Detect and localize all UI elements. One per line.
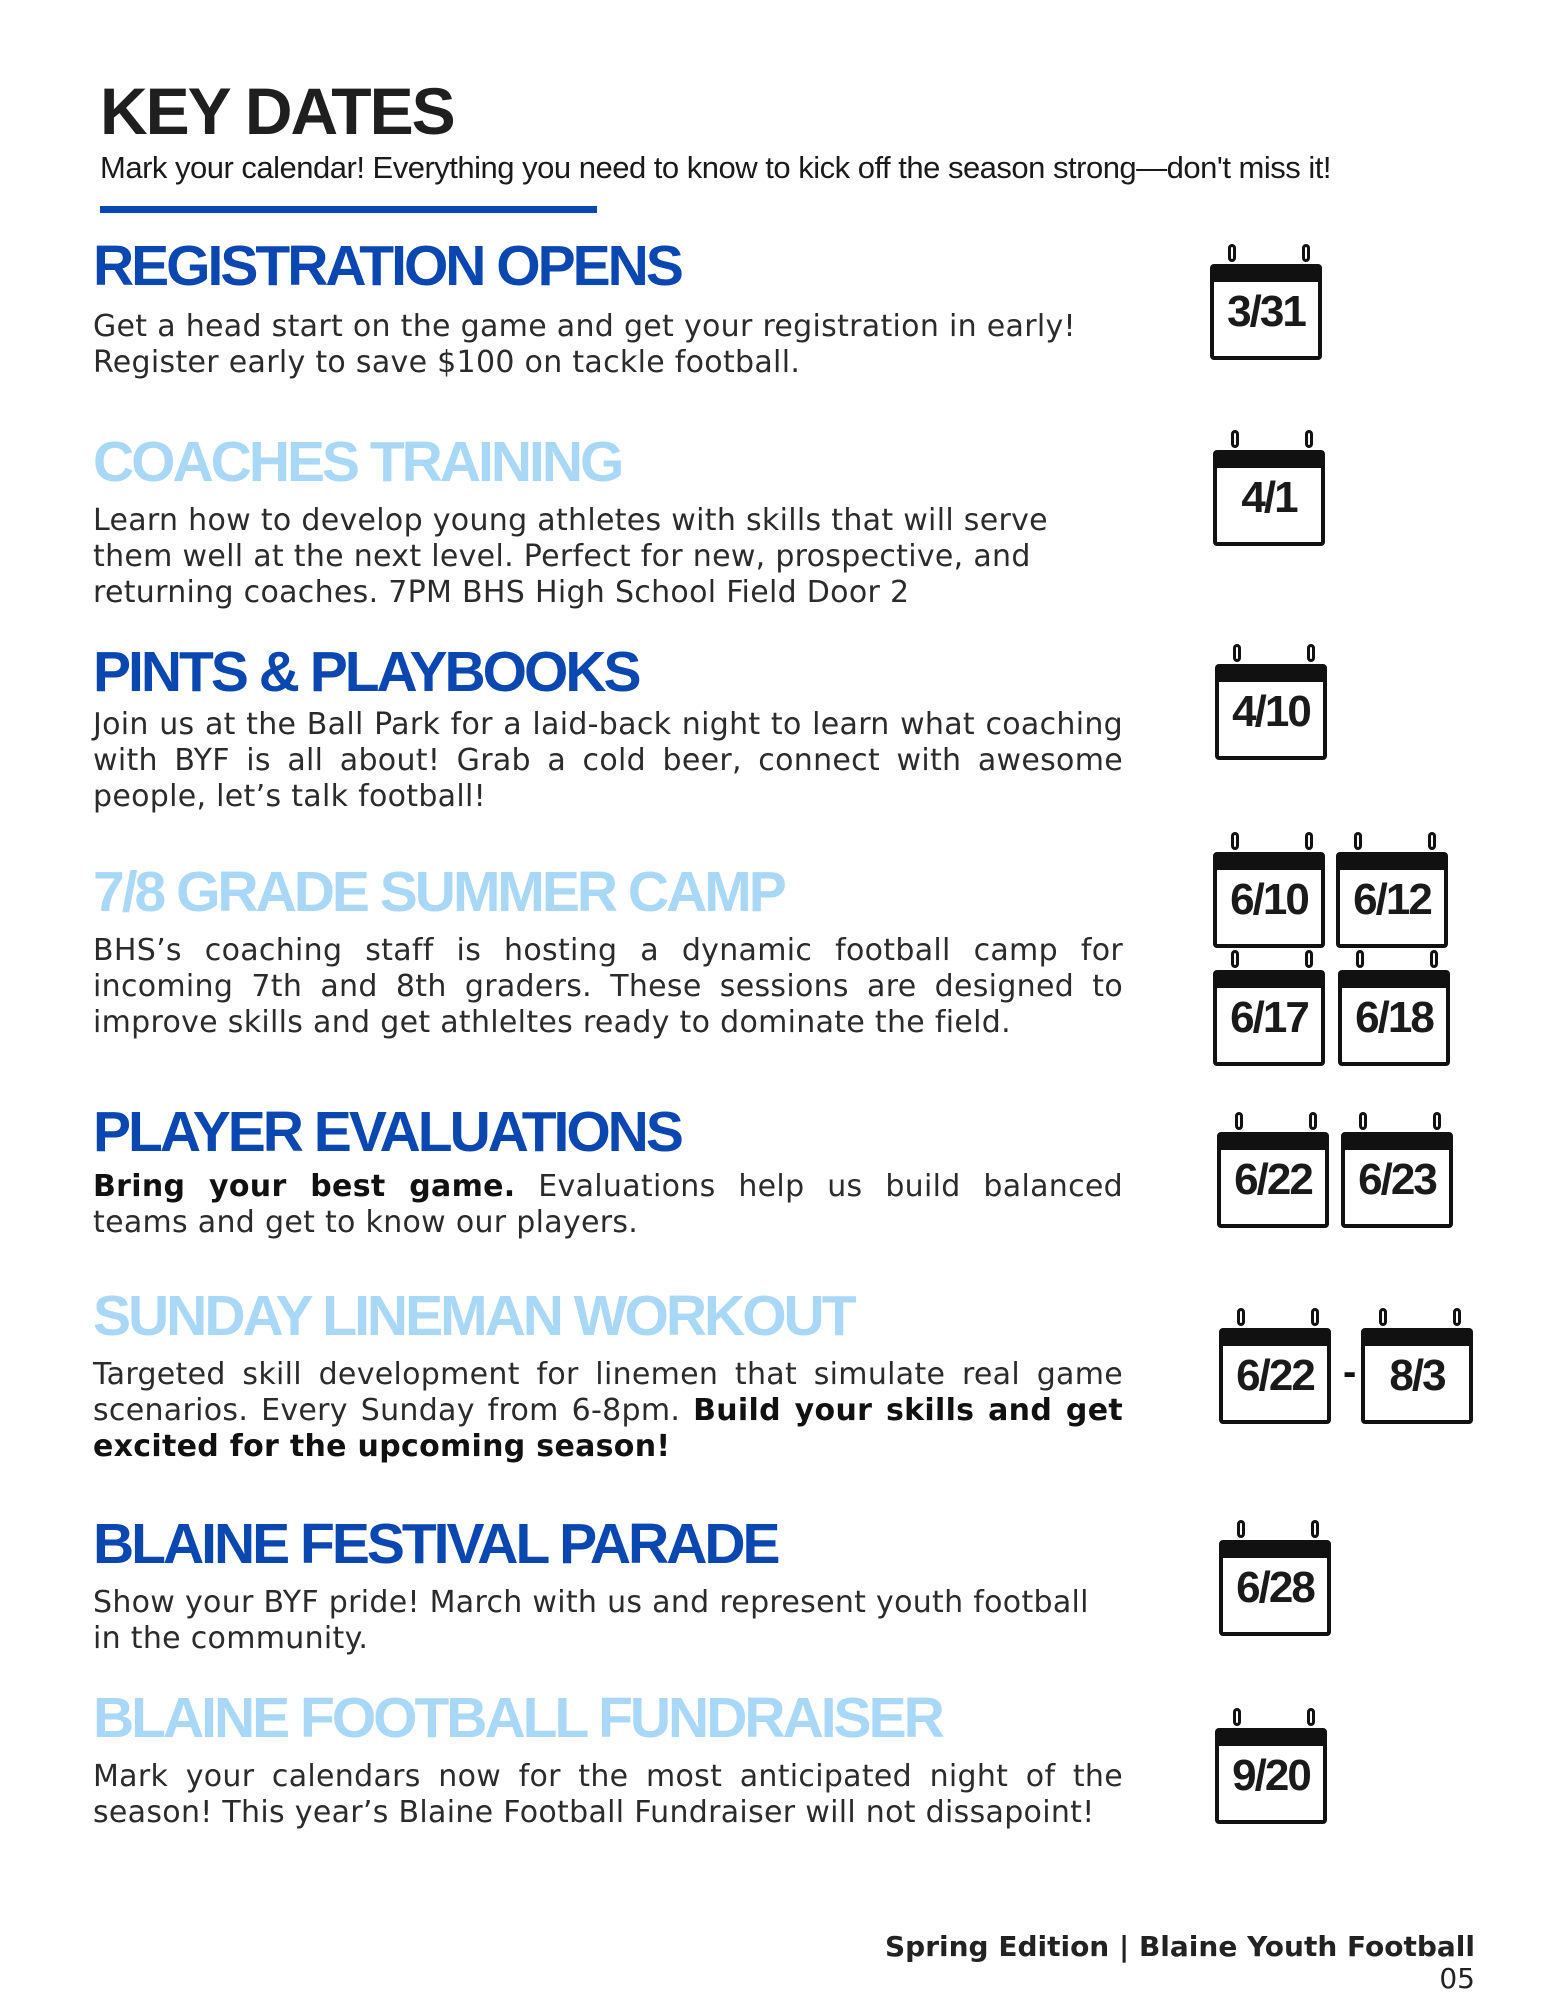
event-date: 6/23	[1358, 1155, 1436, 1204]
calendar-icon	[1338, 960, 1456, 1060]
event-description: Show your BYF pride! March with us and represent youth football in the community.	[93, 1585, 1089, 1656]
event-date: 6/22	[1234, 1155, 1312, 1204]
calendar-icon	[1215, 1718, 1333, 1818]
calendar-icon	[1213, 440, 1331, 540]
footer-text: Spring Edition | Blaine Youth Football	[884, 1930, 1475, 1963]
event-title: PINTS & PLAYBOOKS	[93, 640, 639, 704]
event-pints-playbooks	[93, 640, 1153, 815]
event-date: 3/31	[1227, 287, 1305, 336]
event-title: PLAYER EVALUATIONS	[93, 1100, 681, 1164]
event-date: 8/3	[1389, 1351, 1445, 1400]
event-date: 6/18	[1355, 993, 1433, 1042]
calendar-icon	[1213, 960, 1331, 1060]
event-fundraiser	[93, 1686, 1153, 1831]
page-number: 05	[1439, 1962, 1475, 1995]
event-coaches-training	[93, 430, 1153, 611]
event-date: 9/20	[1232, 1751, 1310, 1800]
page-title: KEY DATES	[100, 74, 454, 148]
event-lineman-workout	[93, 1284, 1153, 1465]
event-title: 7/8 GRADE SUMMER CAMP	[93, 860, 784, 924]
calendar-icon	[1219, 1318, 1337, 1418]
event-description: Join us at the Ball Park for a laid-back night to learn what coaching with BYF is all about! Grab a cold beer, connect with awesome people, let’s talk football!	[93, 707, 1123, 814]
event-date: 6/17	[1230, 993, 1308, 1042]
calendar-icon	[1219, 1530, 1337, 1630]
event-date: 6/22	[1236, 1351, 1314, 1400]
event-date: 6/12	[1353, 875, 1431, 924]
calendar-icon	[1361, 1318, 1479, 1418]
event-description: BHS’s coaching staff is hosting a dynamic football camp for incoming 7th and 8th graders. These sessions are designed to improve skills and get athleltes ready to dominate the field.	[93, 933, 1123, 1040]
event-festival-parade	[93, 1512, 1153, 1657]
calendar-icon	[1341, 1122, 1459, 1222]
event-date: 4/1	[1241, 473, 1297, 522]
event-title: REGISTRATION OPENS	[93, 234, 681, 298]
event-description: Get a head start on the game and get your registration in early! Register early to save $100 on tackle football.	[93, 309, 1076, 380]
event-title: BLAINE FESTIVAL PARADE	[93, 1512, 778, 1576]
event-description: Learn how to develop young athletes with skills that will serve them well at the next level. Perfect for new, prospective, and returning coaches. 7PM BHS High School Field Door 2	[93, 503, 1048, 610]
event-title: BLAINE FOOTBALL FUNDRAISER	[93, 1686, 942, 1750]
event-title: SUNDAY LINEMAN WORKOUT	[93, 1284, 854, 1348]
calendar-icon	[1213, 842, 1331, 942]
calendar-icon	[1210, 254, 1328, 354]
event-description	[93, 1169, 1123, 1241]
event-date: 6/10	[1230, 875, 1308, 924]
calendar-icon	[1217, 1122, 1335, 1222]
event-summer-camp	[93, 860, 1153, 1041]
event-description-bold: Build your skills and get excited for the upcoming season!	[93, 1393, 1123, 1464]
event-description-rest: Evaluations help us build balanced teams and get to know our players.	[93, 1169, 1123, 1240]
event-player-evaluations	[93, 1100, 1153, 1241]
page-subtitle: Mark your calendar! Everything you need to know to kick off the season strong—don't miss it!	[100, 150, 1331, 185]
title-divider	[100, 206, 597, 213]
event-date: 6/28	[1236, 1563, 1314, 1612]
event-description-bold: Bring your best game.	[93, 1169, 516, 1204]
calendar-icon	[1215, 654, 1333, 754]
event-title: COACHES TRAINING	[93, 430, 622, 494]
event-description-rest: Targeted skill development for linemen that simulate real game scenarios. Every Sunday from 6-8pm.	[93, 1357, 1123, 1428]
event-date: 4/10	[1232, 687, 1310, 736]
event-description	[93, 1357, 1123, 1465]
event-description: Mark your calendars now for the most anticipated night of the season! This year’s Blaine Football Fundraiser will not dissapoint!	[93, 1759, 1123, 1830]
event-registration-opens	[93, 234, 1153, 381]
date-range-separator: -	[1343, 1350, 1357, 1394]
calendar-icon	[1336, 842, 1454, 942]
